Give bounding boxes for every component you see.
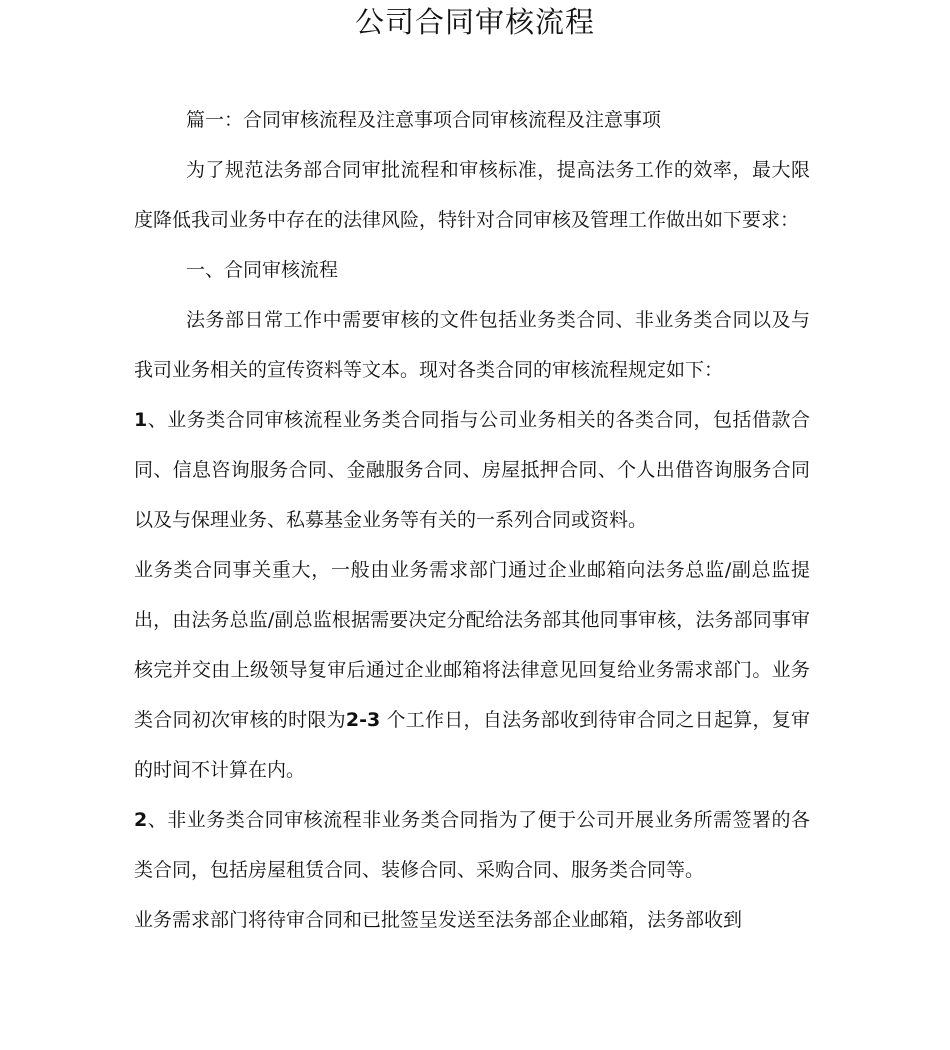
review-time-limit: 2-3: [345, 709, 381, 731]
item-1-paragraph: [134, 395, 810, 545]
item-1-detail-text-after: 个工作日，自法务部收到待审合同之日起算，复审的时间不计算在内。: [134, 709, 810, 781]
intro-paragraph: 为了规范法务部合同审批流程和审核标准，提高法务工作的效率，最大限度降低我司业务中存在的法律风险，特针对合同审核及管理工作做出如下要求：: [134, 159, 810, 231]
item-2-detail-paragraph: 业务需求部门将待审合同和已批签呈发送至法务部企业邮箱，法务部收到: [134, 909, 743, 931]
document-body: [134, 95, 810, 945]
item-2-number: 2: [134, 809, 148, 831]
item-1-number: 1: [134, 409, 148, 431]
document-title: 公司合同审核流程: [354, 5, 595, 39]
item-1-detail-text-before: 业务类合同事关重大，一般由业务需求部门通过企业邮箱向法务总监/副总监提出，由法务总监/副总监根据需要决定分配给法务部其他同事审核，法务部同事审核完并交由上级领导复审后通过企业邮箱将法律意见回复给业务需求部门。业务类合同初次审核的时限为: [134, 559, 810, 731]
part-one-intro-paragraph: 法务部日常工作中需要审核的文件包括业务类合同、非业务类合同以及与我司业务相关的宣传资料等文本。现对各类合同的审核流程规定如下：: [134, 309, 810, 381]
part-one-heading: 一、合同审核流程: [186, 259, 339, 281]
item-2-paragraph: [134, 795, 810, 895]
section-heading: 篇一：合同审核流程及注意事项合同审核流程及注意事项: [186, 109, 662, 131]
item-1-detail-paragraph: [134, 545, 810, 795]
item-2-text: 、非业务类合同审核流程非业务类合同指为了便于公司开展业务所需签署的各类合同，包括房屋租赁合同、装修合同、采购合同、服务类合同等。: [134, 809, 810, 881]
item-1-text: 、业务类合同审核流程业务类合同指与公司业务相关的各类合同，包括借款合同、信息咨询服务合同、金融服务合同、房屋抵押合同、个人出借咨询服务合同以及与保理业务、私募基金业务等有关的一系列合同或资料。: [134, 409, 810, 531]
